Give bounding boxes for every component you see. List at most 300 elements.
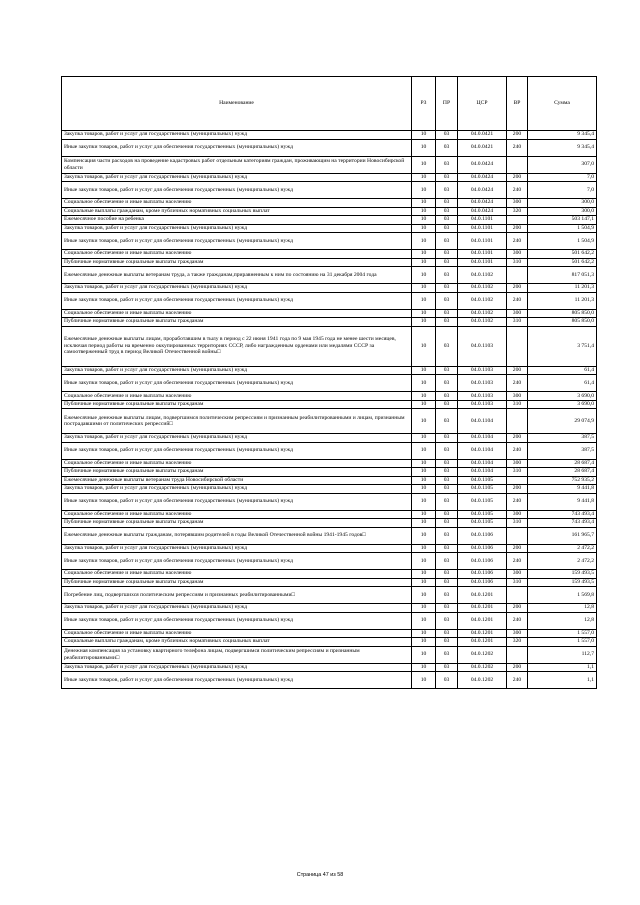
row-name: Социальные выплаты гражданам, кроме публичных нормативных социальных выплат <box>62 207 412 216</box>
row-name: Иные закупки товаров, работ и услуг для обеспечения государственных (муниципальных) нужд <box>62 233 412 250</box>
table-row <box>62 485 597 494</box>
row-pr: 03 <box>436 468 458 477</box>
row-pr: 03 <box>436 672 458 689</box>
row-pr: 03 <box>436 199 458 208</box>
row-rz: 10 <box>412 527 436 544</box>
row-csr: 04.0.0424 <box>458 182 507 199</box>
row-sum: 743 493,4 <box>528 510 597 519</box>
row-rz: 10 <box>412 612 436 629</box>
row-rz: 10 <box>412 199 436 208</box>
table-row <box>62 409 597 434</box>
table-row <box>62 375 597 392</box>
row-vr <box>507 216 528 225</box>
row-rz: 10 <box>412 284 436 293</box>
row-name: Публичные нормативные социальные выплаты гражданам <box>62 318 412 327</box>
row-vr: 200 <box>507 604 528 613</box>
row-rz: 10 <box>412 173 436 182</box>
table-row <box>62 207 597 216</box>
row-vr <box>507 476 528 485</box>
row-name: Социальное обеспечение и иные выплаты населению <box>62 392 412 401</box>
row-sum: 1 557,0 <box>528 638 597 647</box>
row-pr: 03 <box>436 267 458 284</box>
row-vr: 200 <box>507 485 528 494</box>
row-name: Иные закупки товаров, работ и услуг для обеспечения государственных (муниципальных) нужд <box>62 182 412 199</box>
row-csr: 04.0.1101 <box>458 258 507 267</box>
row-sum: 112,7 <box>528 646 597 663</box>
row-csr: 04.0.1106 <box>458 578 507 587</box>
row-csr: 04.0.0424 <box>458 173 507 182</box>
row-rz: 10 <box>412 578 436 587</box>
row-name: Иные закупки товаров, работ и услуг для обеспечения государственных (муниципальных) нужд <box>62 612 412 629</box>
row-vr: 200 <box>507 663 528 672</box>
table-row <box>62 156 597 173</box>
row-pr: 03 <box>436 173 458 182</box>
table-row <box>62 284 597 293</box>
row-sum: 503 147,1 <box>528 216 597 225</box>
table-row <box>62 216 597 225</box>
row-csr: 04.0.1103 <box>458 375 507 392</box>
row-sum: 1 504,9 <box>528 233 597 250</box>
row-rz: 10 <box>412 131 436 140</box>
row-csr: 04.0.1106 <box>458 570 507 579</box>
row-pr: 03 <box>436 434 458 443</box>
row-rz: 10 <box>412 216 436 225</box>
row-rz: 10 <box>412 570 436 579</box>
row-pr: 03 <box>436 638 458 647</box>
table-row <box>62 442 597 459</box>
row-pr: 03 <box>436 156 458 173</box>
row-sum: 2 472,2 <box>528 553 597 570</box>
table-row <box>62 578 597 587</box>
row-sum: 3 690,0 <box>528 400 597 409</box>
row-pr: 03 <box>436 587 458 604</box>
row-name: Социальные выплаты гражданам, кроме публичных нормативных социальных выплат <box>62 638 412 647</box>
row-pr: 03 <box>436 578 458 587</box>
row-csr: 04.0.1201 <box>458 629 507 638</box>
row-name: Иные закупки товаров, работ и услуг для обеспечения государственных (муниципальных) нужд <box>62 493 412 510</box>
row-sum: 1 504,9 <box>528 224 597 233</box>
row-csr: 04.0.1103 <box>458 392 507 401</box>
table-row <box>62 326 597 366</box>
row-vr: 310 <box>507 468 528 477</box>
row-csr: 04.0.1102 <box>458 292 507 309</box>
row-sum: 11 201,3 <box>528 284 597 293</box>
row-rz: 10 <box>412 544 436 553</box>
table-row <box>62 544 597 553</box>
row-csr: 04.0.1104 <box>458 459 507 468</box>
row-pr: 03 <box>436 400 458 409</box>
row-name: Социальное обеспечение и иные выплаты населению <box>62 629 412 638</box>
row-csr: 04.0.1105 <box>458 476 507 485</box>
row-rz: 10 <box>412 553 436 570</box>
table-row <box>62 434 597 443</box>
table-row <box>62 519 597 528</box>
table-row <box>62 318 597 327</box>
row-vr <box>507 267 528 284</box>
row-name: Социальное обеспечение и иные выплаты населению <box>62 570 412 579</box>
row-sum: 752 935,2 <box>528 476 597 485</box>
row-vr: 300 <box>507 250 528 259</box>
row-name: Социальное обеспечение и иные выплаты населению <box>62 250 412 259</box>
row-pr: 03 <box>436 292 458 309</box>
table-row <box>62 131 597 140</box>
row-rz: 10 <box>412 224 436 233</box>
row-pr: 03 <box>436 318 458 327</box>
row-csr: 04.0.1201 <box>458 612 507 629</box>
row-vr <box>507 156 528 173</box>
row-name: Погребение лиц, подвергшихся политическим репрессиям и признанных реабилитированными□ <box>62 587 412 604</box>
row-csr: 04.0.1105 <box>458 519 507 528</box>
row-csr: 04.0.1103 <box>458 366 507 375</box>
row-vr: 240 <box>507 182 528 199</box>
row-vr <box>507 409 528 434</box>
row-rz: 10 <box>412 629 436 638</box>
row-name: Ежемесячные денежные выплаты лицам, проработавшим в тылу в период с 22 июня 1941 года по 9 мая 1945 года не менее шести месяцев, исключая период работы на временно оккупированных территориях СССР, либо награжденным орденами или медалями СССР за самоотверженный труд в период Великой Отечественной войны□ <box>62 326 412 366</box>
row-csr: 04.0.1106 <box>458 527 507 544</box>
row-vr: 240 <box>507 612 528 629</box>
row-csr: 04.0.1105 <box>458 510 507 519</box>
table-row <box>62 400 597 409</box>
row-pr: 03 <box>436 224 458 233</box>
row-sum: 501 642,2 <box>528 258 597 267</box>
row-sum: 2 472,2 <box>528 544 597 553</box>
row-rz: 10 <box>412 139 436 156</box>
row-pr: 03 <box>436 485 458 494</box>
row-vr <box>507 646 528 663</box>
row-sum: 3 751,4 <box>528 326 597 366</box>
row-sum: 1,1 <box>528 672 597 689</box>
row-rz: 10 <box>412 638 436 647</box>
row-name: Иные закупки товаров, работ и услуг для обеспечения государственных (муниципальных) нужд <box>62 139 412 156</box>
row-sum: 307,0 <box>528 156 597 173</box>
row-name: Закупка товаров, работ и услуг для государственных (муниципальных) нужд <box>62 131 412 140</box>
row-rz: 10 <box>412 258 436 267</box>
row-rz: 10 <box>412 182 436 199</box>
row-csr: 04.0.1101 <box>458 216 507 225</box>
row-rz: 10 <box>412 604 436 613</box>
row-sum: 1 557,0 <box>528 629 597 638</box>
row-vr: 240 <box>507 233 528 250</box>
row-name: Иные закупки товаров, работ и услуг для обеспечения государственных (муниципальных) нужд <box>62 292 412 309</box>
row-name: Иные закупки товаров, работ и услуг для обеспечения государственных (муниципальных) нужд <box>62 375 412 392</box>
row-name: Денежная компенсация за установку квартирного телефона лицам, подвергшимся политическим репрессиям и признанным реабилитированными□ <box>62 646 412 663</box>
row-csr: 04.0.1105 <box>458 493 507 510</box>
row-vr: 200 <box>507 544 528 553</box>
row-sum: 159 493,5 <box>528 578 597 587</box>
table-row <box>62 553 597 570</box>
row-pr: 03 <box>436 216 458 225</box>
row-pr: 03 <box>436 258 458 267</box>
row-name: Социальное обеспечение и иные выплаты населению <box>62 199 412 208</box>
row-pr: 03 <box>436 663 458 672</box>
row-vr: 310 <box>507 318 528 327</box>
row-csr: 04.0.1103 <box>458 326 507 366</box>
row-sum: 3 690,0 <box>528 392 597 401</box>
row-vr: 240 <box>507 672 528 689</box>
row-sum: 7,0 <box>528 182 597 199</box>
row-sum: 11 201,3 <box>528 292 597 309</box>
row-csr: 04.0.1202 <box>458 663 507 672</box>
row-rz: 10 <box>412 400 436 409</box>
row-pr: 03 <box>436 553 458 570</box>
row-csr: 04.0.1104 <box>458 434 507 443</box>
row-name: Иные закупки товаров, работ и услуг для обеспечения государственных (муниципальных) нужд <box>62 553 412 570</box>
row-pr: 03 <box>436 629 458 638</box>
row-name: Закупка товаров, работ и услуг для государственных (муниципальных) нужд <box>62 485 412 494</box>
row-vr: 300 <box>507 570 528 579</box>
row-vr: 300 <box>507 459 528 468</box>
row-csr: 04.0.1101 <box>458 224 507 233</box>
table-row <box>62 366 597 375</box>
row-rz: 10 <box>412 233 436 250</box>
table-row <box>62 392 597 401</box>
row-rz: 10 <box>412 459 436 468</box>
row-pr: 03 <box>436 284 458 293</box>
row-rz: 10 <box>412 672 436 689</box>
row-pr: 03 <box>436 233 458 250</box>
row-name: Компенсация части расходов на проведение кадастровых работ отдельным категориям граждан, проживающим на территории Новосибирской области <box>62 156 412 173</box>
header-csr: ЦСР <box>458 77 507 131</box>
row-pr: 03 <box>436 493 458 510</box>
row-vr: 310 <box>507 400 528 409</box>
table-row <box>62 587 597 604</box>
table-row <box>62 139 597 156</box>
row-csr: 04.0.0424 <box>458 207 507 216</box>
row-pr: 03 <box>436 510 458 519</box>
table-header-row <box>62 77 597 131</box>
row-csr: 04.0.1106 <box>458 544 507 553</box>
row-pr: 03 <box>436 309 458 318</box>
table-row <box>62 250 597 259</box>
row-name: Ежемесячные денежные выплаты ветеранам труда Новосибирской области <box>62 476 412 485</box>
row-sum: 61,4 <box>528 375 597 392</box>
row-name: Закупка товаров, работ и услуг для государственных (муниципальных) нужд <box>62 544 412 553</box>
table-row <box>62 233 597 250</box>
row-name: Публичные нормативные социальные выплаты гражданам <box>62 258 412 267</box>
row-pr: 03 <box>436 182 458 199</box>
row-sum: 28 687,4 <box>528 468 597 477</box>
row-sum: 29 074,9 <box>528 409 597 434</box>
row-rz: 10 <box>412 468 436 477</box>
table-row <box>62 638 597 647</box>
row-sum: 805 850,0 <box>528 318 597 327</box>
row-vr: 300 <box>507 199 528 208</box>
row-vr <box>507 527 528 544</box>
row-rz: 10 <box>412 366 436 375</box>
row-vr <box>507 587 528 604</box>
row-pr: 03 <box>436 207 458 216</box>
table-row <box>62 510 597 519</box>
row-vr: 240 <box>507 493 528 510</box>
row-csr: 04.0.1202 <box>458 646 507 663</box>
row-rz: 10 <box>412 267 436 284</box>
row-csr: 04.0.0421 <box>458 131 507 140</box>
row-pr: 03 <box>436 604 458 613</box>
row-vr: 200 <box>507 366 528 375</box>
row-csr: 04.0.1105 <box>458 485 507 494</box>
row-vr: 200 <box>507 224 528 233</box>
row-name: Закупка товаров, работ и услуг для государственных (муниципальных) нужд <box>62 173 412 182</box>
row-csr: 04.0.1103 <box>458 400 507 409</box>
row-csr: 04.0.1201 <box>458 638 507 647</box>
table-row <box>62 570 597 579</box>
row-rz: 10 <box>412 326 436 366</box>
row-rz: 10 <box>412 510 436 519</box>
row-rz: 10 <box>412 392 436 401</box>
row-sum: 387,5 <box>528 434 597 443</box>
row-vr: 240 <box>507 139 528 156</box>
row-sum: 12,8 <box>528 612 597 629</box>
table-row <box>62 468 597 477</box>
row-csr: 04.0.1106 <box>458 553 507 570</box>
row-sum: 300,0 <box>528 207 597 216</box>
table-row <box>62 629 597 638</box>
row-pr: 03 <box>436 326 458 366</box>
row-pr: 03 <box>436 442 458 459</box>
row-vr: 240 <box>507 292 528 309</box>
row-sum: 1 569,8 <box>528 587 597 604</box>
row-csr: 04.0.1202 <box>458 672 507 689</box>
row-csr: 04.0.1101 <box>458 233 507 250</box>
row-vr: 300 <box>507 392 528 401</box>
row-sum: 28 687,4 <box>528 459 597 468</box>
row-name: Закупка товаров, работ и услуг для государственных (муниципальных) нужд <box>62 604 412 613</box>
header-pr: ПР <box>436 77 458 131</box>
row-name: Публичные нормативные социальные выплаты гражданам <box>62 519 412 528</box>
row-vr: 320 <box>507 638 528 647</box>
row-vr: 300 <box>507 510 528 519</box>
row-csr: 04.0.1104 <box>458 442 507 459</box>
header-name: Наименование <box>62 77 412 131</box>
row-name: Ежемесячное пособие на ребенка <box>62 216 412 225</box>
row-rz: 10 <box>412 519 436 528</box>
table-row <box>62 182 597 199</box>
row-sum: 501 642,2 <box>528 250 597 259</box>
table-row <box>62 476 597 485</box>
row-sum: 9 441,8 <box>528 493 597 510</box>
header-vr: ВР <box>507 77 528 131</box>
row-vr: 300 <box>507 309 528 318</box>
table-row <box>62 663 597 672</box>
row-name: Ежемесячные денежные выплаты ветеранам труда, а также гражданам,приравненным к ним по состоянию на 31 декабря 2004 года <box>62 267 412 284</box>
row-pr: 03 <box>436 476 458 485</box>
row-csr: 04.0.1101 <box>458 250 507 259</box>
row-name: Иные закупки товаров, работ и услуг для обеспечения государственных (муниципальных) нужд <box>62 442 412 459</box>
row-name: Ежемесячные денежные выплаты гражданам, потерявшим родителей в годы Великой Отечественной войны 1941-1945 годов□ <box>62 527 412 544</box>
row-rz: 10 <box>412 442 436 459</box>
table-row <box>62 309 597 318</box>
row-name: Публичные нормативные социальные выплаты гражданам <box>62 468 412 477</box>
row-rz: 10 <box>412 375 436 392</box>
row-sum: 9 345,4 <box>528 139 597 156</box>
row-vr: 300 <box>507 629 528 638</box>
row-rz: 10 <box>412 250 436 259</box>
page-number: Страница 47 из 58 <box>296 872 344 878</box>
row-sum: 12,8 <box>528 604 597 613</box>
table-row <box>62 459 597 468</box>
row-rz: 10 <box>412 646 436 663</box>
table-row <box>62 224 597 233</box>
row-name: Закупка товаров, работ и услуг для государственных (муниципальных) нужд <box>62 284 412 293</box>
row-vr: 200 <box>507 131 528 140</box>
row-rz: 10 <box>412 156 436 173</box>
table-row <box>62 527 597 544</box>
table-row <box>62 604 597 613</box>
row-csr: 04.0.1201 <box>458 604 507 613</box>
row-name: Закупка товаров, работ и услуг для государственных (муниципальных) нужд <box>62 366 412 375</box>
row-sum: 9 441,8 <box>528 485 597 494</box>
row-sum: 805 850,0 <box>528 309 597 318</box>
table-row <box>62 267 597 284</box>
row-rz: 10 <box>412 309 436 318</box>
row-csr: 04.0.1104 <box>458 468 507 477</box>
table-row <box>62 258 597 267</box>
row-name: Ежемесячные денежные выплаты лицам, подвергшимся политическим репрессиям и признанным реабилитированными и лицам, признанным пострадавшими от политических репрессий□ <box>62 409 412 434</box>
row-rz: 10 <box>412 485 436 494</box>
row-csr: 04.0.1102 <box>458 284 507 293</box>
budget-table <box>61 76 597 689</box>
table-row <box>62 292 597 309</box>
row-rz: 10 <box>412 587 436 604</box>
row-rz: 10 <box>412 292 436 309</box>
table-row <box>62 612 597 629</box>
row-sum: 161 965,7 <box>528 527 597 544</box>
row-vr <box>507 326 528 366</box>
table-row <box>62 493 597 510</box>
row-sum: 159 493,5 <box>528 570 597 579</box>
row-sum: 300,0 <box>528 199 597 208</box>
row-name: Закупка товаров, работ и услуг для государственных (муниципальных) нужд <box>62 224 412 233</box>
row-name: Публичные нормативные социальные выплаты гражданам <box>62 578 412 587</box>
table-row <box>62 199 597 208</box>
row-pr: 03 <box>436 544 458 553</box>
row-rz: 10 <box>412 207 436 216</box>
table-row <box>62 173 597 182</box>
row-rz: 10 <box>412 663 436 672</box>
row-rz: 10 <box>412 318 436 327</box>
row-pr: 03 <box>436 570 458 579</box>
row-name: Социальное обеспечение и иные выплаты населению <box>62 459 412 468</box>
row-vr: 240 <box>507 442 528 459</box>
row-sum: 9 345,4 <box>528 131 597 140</box>
row-pr: 03 <box>436 250 458 259</box>
row-pr: 03 <box>436 409 458 434</box>
row-vr: 320 <box>507 207 528 216</box>
row-name: Иные закупки товаров, работ и услуг для обеспечения государственных (муниципальных) нужд <box>62 672 412 689</box>
row-name: Социальное обеспечение и иные выплаты населению <box>62 309 412 318</box>
row-vr: 200 <box>507 434 528 443</box>
row-csr: 04.0.0424 <box>458 156 507 173</box>
header-rz: РЗ <box>412 77 436 131</box>
row-vr: 240 <box>507 553 528 570</box>
header-sum: Сумма <box>528 77 597 131</box>
row-csr: 04.0.0421 <box>458 139 507 156</box>
table-row <box>62 672 597 689</box>
row-csr: 04.0.0424 <box>458 199 507 208</box>
row-pr: 03 <box>436 612 458 629</box>
row-name: Социальное обеспечение и иные выплаты населению <box>62 510 412 519</box>
table-row <box>62 646 597 663</box>
row-csr: 04.0.1102 <box>458 267 507 284</box>
row-vr: 310 <box>507 578 528 587</box>
row-vr: 200 <box>507 173 528 182</box>
row-sum: 61,4 <box>528 366 597 375</box>
row-sum: 7,0 <box>528 173 597 182</box>
row-csr: 04.0.1102 <box>458 318 507 327</box>
row-rz: 10 <box>412 476 436 485</box>
row-vr: 240 <box>507 375 528 392</box>
row-name: Публичные нормативные социальные выплаты гражданам <box>62 400 412 409</box>
